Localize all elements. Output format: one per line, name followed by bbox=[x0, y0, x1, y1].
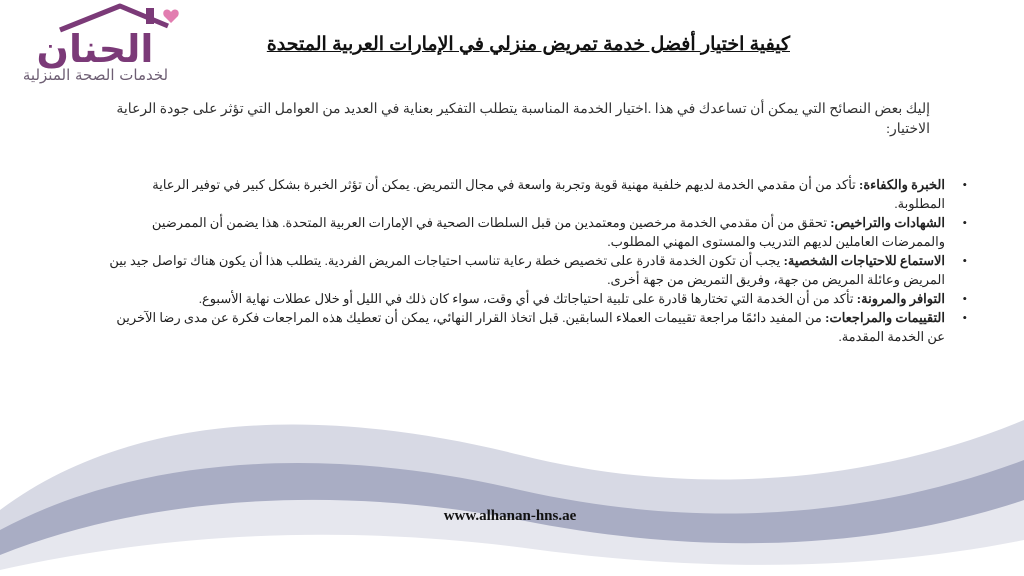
logo-wordmark: الحنان bbox=[36, 27, 154, 71]
bullet-icon: • bbox=[962, 253, 967, 268]
tip-heading: التقييمات والمراجعات: bbox=[825, 310, 945, 325]
intro-paragraph: إليك بعض النصائح التي يمكن أن تساعدك في هذا .اختيار الخدمة المناسبة يتطلب التفكير بعناية في العديد من العوامل التي تؤثر على جودة الرعاية الاختيار: bbox=[116, 102, 930, 137]
bullet-icon: • bbox=[962, 310, 967, 325]
tip-heading: التوافر والمرونة: bbox=[856, 291, 945, 306]
list-item bbox=[100, 251, 967, 289]
list-item bbox=[100, 175, 967, 213]
footer-url: www.alhanan-hns.ae bbox=[443, 508, 577, 524]
logo-subtitle: لخدمات الصحة المنزلية bbox=[22, 66, 169, 84]
tip-text: من المفيد دائمًا مراجعة تقييمات العملاء السابقين. قبل اتخاذ القرار النهائي، يمكن أن تعطيك هذه المراجعات فكرة عن مدى رضا الآخرين عن الخدمة المقدمة. bbox=[116, 310, 945, 344]
tip-text: يجب أن تكون الخدمة قادرة على تخصيص خطة رعاية تناسب احتياجات المريض الفردية. يتطلب هذا أن يكون هناك تواصل جيد بين المريض وعائلة المريض من جهة، وفريق التمريض من جهة أخرى. bbox=[109, 253, 945, 287]
list-item bbox=[100, 308, 967, 346]
tip-heading: الشهادات والتراخيص: bbox=[830, 215, 945, 230]
tip-heading: الاستماع للاحتياجات الشخصية: bbox=[783, 253, 945, 268]
tips-list bbox=[100, 175, 967, 346]
bullet-icon: • bbox=[962, 215, 967, 230]
bullet-icon: • bbox=[962, 291, 967, 306]
decorative-waves bbox=[0, 360, 1024, 576]
brand-logo bbox=[0, 0, 190, 100]
tip-text: تحقق من أن مقدمي الخدمة مرخصين ومعتمدين من قبل السلطات الصحية في الإمارات العربية المتحدة. هذا يضمن أن الممرضين والممرضات العاملين لديهم التدريب والمستوى المهني المطلوب. bbox=[151, 215, 945, 249]
list-item bbox=[100, 289, 967, 308]
page-title: كيفية اختيار أفضل خدمة تمريض منزلي في الإمارات العربية المتحدة bbox=[266, 34, 790, 55]
bullet-icon: • bbox=[962, 177, 967, 192]
tip-heading: الخبرة والكفاءة: bbox=[859, 177, 945, 192]
logo-house-icon bbox=[0, 0, 190, 100]
tip-text: تأكد من أن مقدمي الخدمة لديهم خلفية مهنية قوية وتجربة واسعة في مجال التمريض. يمكن أن تؤثر الخبرة بشكل كبير في توفير الرعاية المطلوبة. bbox=[152, 177, 945, 211]
list-item bbox=[100, 213, 967, 251]
tip-text: تأكد من أن الخدمة التي تختارها قادرة على تلبية احتياجاتك في أي وقت، سواء كان ذلك في الليل أو خلال عطلات نهاية الأسبوع. bbox=[198, 291, 857, 306]
